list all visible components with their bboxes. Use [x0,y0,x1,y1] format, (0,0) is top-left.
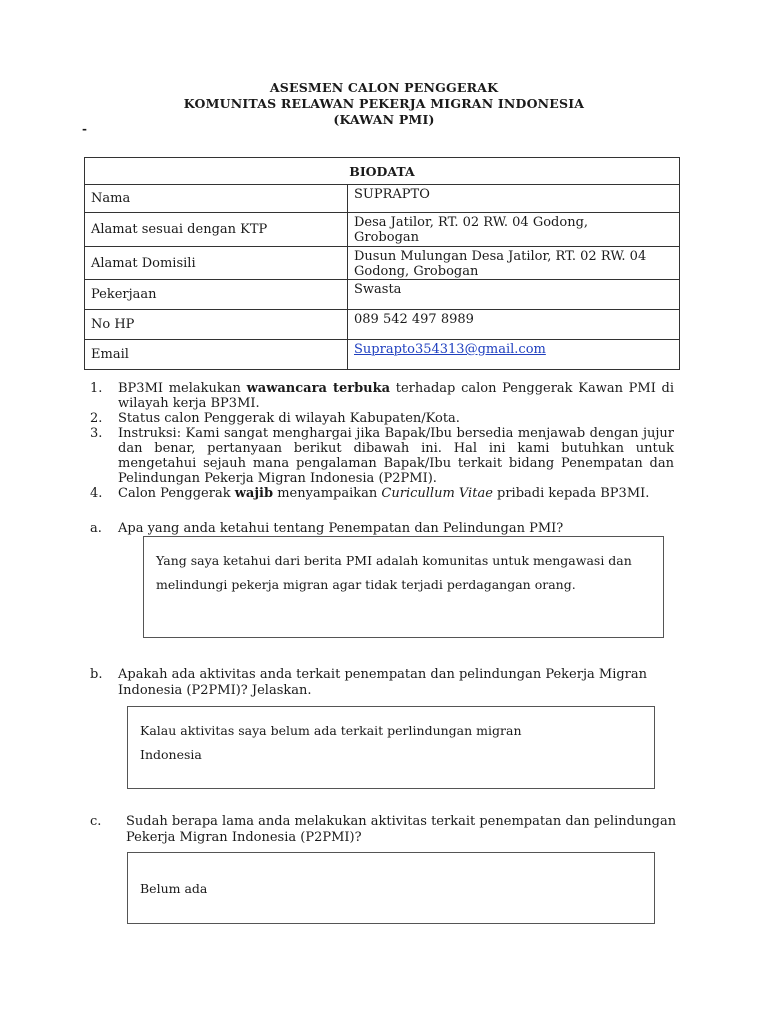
list-item-number: 1. [90,381,103,396]
list-item-text [118,381,674,411]
list-item-text-part: pribadi kepada BP3MI. [492,486,650,501]
answer-text: Kalau aktivitas saya belum ada terkait perlindungan migran Indonesia [140,723,522,762]
biodata-heading: BIODATA [85,158,680,185]
list-item-text-part: terhadap calon Penggerak Kawan PMI di wilayah kerja BP3MI. [118,381,674,411]
table-row [85,310,680,340]
question-b [90,667,674,699]
list-item-text-bold: wawancara terbuka [246,381,391,396]
email-link[interactable]: Suprapto354313@gmail.com [354,342,546,357]
question-a [90,521,674,537]
row-value-nama: SUPRAPTO [348,185,680,213]
list-item-text-part: menyampaikan [273,486,382,501]
stray-dash: - [82,122,87,136]
row-value-pekerjaan: Swasta [348,280,680,310]
row-value-email-cell [348,340,680,370]
row-label-nama: Nama [85,185,348,213]
answer-text: Belum ada [140,881,208,896]
list-item-text-bold: wajib [234,486,274,501]
question-text: Apa yang anda ketahui tentang Penempatan dan Pelindungan PMI? [118,521,564,536]
list-item [90,426,674,486]
row-label-alamat-domisili: Alamat Domisili [85,247,348,280]
list-item-text-part: BP3MI melakukan [118,381,247,396]
row-label-no-hp: No HP [85,310,348,340]
list-item [90,381,674,411]
document-title-line3: (KAWAN PMI) [333,112,435,127]
row-value-alamat-domisili: Dusun Mulungan Desa Jatilor, RT. 02 RW. 04 Godong, Grobogan [348,247,680,280]
list-item-text-italic: Curicullum Vitae [381,486,493,501]
question-text: Apakah ada aktivitas anda terkait penempatan dan pelindungan Pekerja Migran Indonesia (P2PMI)? Jelaskan. [118,667,648,698]
list-item-number: 2. [90,411,103,426]
list-item-text: Instruksi: Kami sangat menghargai jika Bapak/Ibu bersedia menjawab dengan jujur dan benar, pertanyaan berikut dibawah ini. Hal ini kami butuhkan untuk mengetahui sejauh mana pengalaman Bapak/Ibu terkait bidang Penempatan dan Pelindungan Pekerja Migran Indonesia (P2PMI). [118,426,674,486]
list-item-text [118,486,674,501]
table-row [85,340,680,370]
table-row [85,213,680,247]
list-item [90,411,674,426]
question-letter: a. [90,521,102,536]
list-item-number: 4. [90,486,103,501]
list-item [90,486,674,501]
answer-text: Yang saya ketahui dari berita PMI adalah komunitas untuk mengawasi dan melindungi pekerja migran agar tidak terjadi perdagangan orang. [156,553,632,592]
row-value-alamat-ktp: Desa Jatilor, RT. 02 RW. 04 Godong, Grobogan [348,213,680,247]
list-item-text: Status calon Penggerak di wilayah Kabupaten/Kota. [118,411,460,426]
table-row [85,247,680,280]
question-c [90,814,684,846]
row-label-pekerjaan: Pekerjaan [85,280,348,310]
list-item-number: 3. [90,426,103,441]
biodata-heading-row [85,158,680,185]
table-row [85,280,680,310]
row-label-alamat-ktp: Alamat sesuai dengan KTP [85,213,348,247]
document-title-line1: ASESMEN CALON PENGGERAK [269,80,499,95]
row-label-email: Email [85,340,348,370]
instruction-list [90,381,674,501]
question-text: Sudah berapa lama anda melakukan aktivitas terkait penempatan dan pelindungan Pekerja Migran Indonesia (P2PMI)? [126,814,677,845]
row-value-no-hp: 089 542 497 8989 [348,310,680,340]
document-title-line2: KOMUNITAS RELAWAN PEKERJA MIGRAN INDONESIA [183,96,585,111]
list-item-text-part: Calon Penggerak [118,486,235,501]
answer-box-b [127,706,655,789]
answer-box-c [127,852,655,924]
biodata-table [84,157,680,370]
question-letter: c. [90,814,102,829]
question-letter: b. [90,667,103,682]
table-row [85,185,680,213]
answer-box-a [143,536,664,638]
